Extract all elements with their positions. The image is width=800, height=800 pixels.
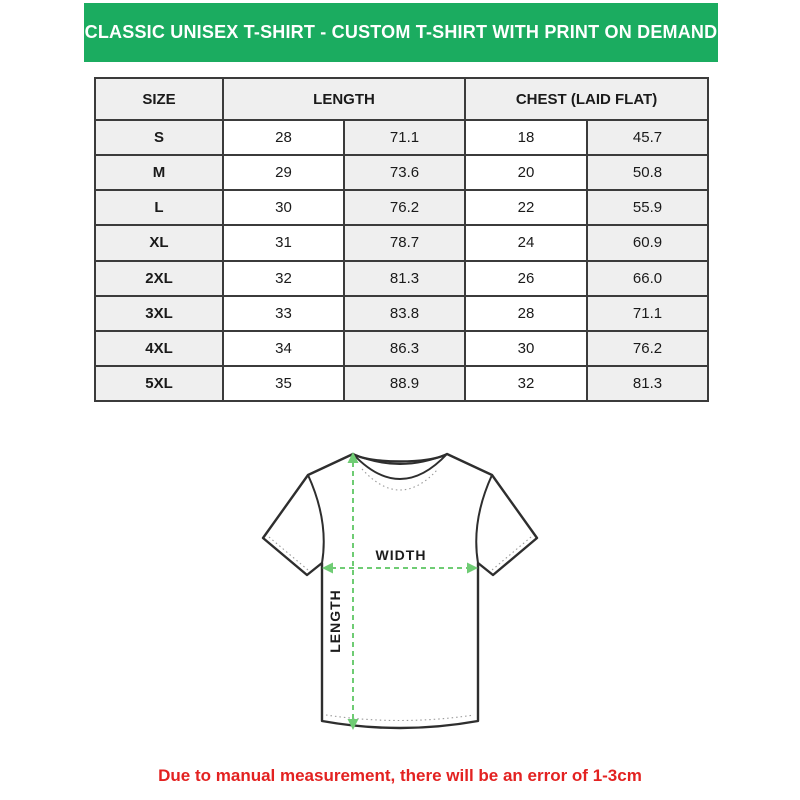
cell-length-in: 33 xyxy=(223,296,344,331)
cell-size: XL xyxy=(95,225,223,260)
page-title: CLASSIC UNISEX T-SHIRT - CUSTOM T-SHIRT WITH PRINT ON DEMAND xyxy=(84,22,718,42)
cell-size: M xyxy=(95,155,223,190)
cell-chest-cm: 60.9 xyxy=(587,225,708,260)
table-header-row xyxy=(95,78,708,120)
cell-chest-cm: 81.3 xyxy=(587,366,708,401)
cell-length-in: 35 xyxy=(223,366,344,401)
cell-chest-in: 28 xyxy=(465,296,587,331)
cell-chest-cm: 45.7 xyxy=(587,120,708,155)
cell-chest-cm: 55.9 xyxy=(587,190,708,225)
cell-length-cm: 83.8 xyxy=(344,296,465,331)
cell-chest-in: 18 xyxy=(465,120,587,155)
size-table xyxy=(94,77,709,402)
table-row xyxy=(95,120,708,155)
table-row xyxy=(95,366,708,401)
header-length: LENGTH xyxy=(223,78,465,120)
cell-length-in: 28 xyxy=(223,120,344,155)
cell-chest-in: 20 xyxy=(465,155,587,190)
cell-chest-cm: 76.2 xyxy=(587,331,708,366)
table-row xyxy=(95,225,708,260)
table-row xyxy=(95,261,708,296)
cell-length-in: 29 xyxy=(223,155,344,190)
title-banner xyxy=(84,3,718,62)
cell-chest-cm: 71.1 xyxy=(587,296,708,331)
cell-size: 2XL xyxy=(95,261,223,296)
cell-chest-in: 30 xyxy=(465,331,587,366)
cell-size: S xyxy=(95,120,223,155)
length-label: LENGTH xyxy=(327,589,343,653)
cell-length-cm: 86.3 xyxy=(344,331,465,366)
table-row xyxy=(95,296,708,331)
cell-chest-cm: 66.0 xyxy=(587,261,708,296)
size-table-body xyxy=(95,120,708,401)
cell-size: 3XL xyxy=(95,296,223,331)
size-chart xyxy=(94,77,707,402)
cell-chest-cm: 50.8 xyxy=(587,155,708,190)
cell-length-cm: 76.2 xyxy=(344,190,465,225)
table-row xyxy=(95,190,708,225)
cell-size: L xyxy=(95,190,223,225)
cell-length-in: 34 xyxy=(223,331,344,366)
cell-length-in: 31 xyxy=(223,225,344,260)
cell-chest-in: 26 xyxy=(465,261,587,296)
measurement-note: Due to manual measurement, there will be an error of 1-3cm xyxy=(158,766,642,785)
table-row xyxy=(95,155,708,190)
header-chest: CHEST (LAID FLAT) xyxy=(465,78,708,120)
cell-length-cm: 78.7 xyxy=(344,225,465,260)
width-label: WIDTH xyxy=(375,547,427,563)
cell-chest-in: 32 xyxy=(465,366,587,401)
cell-length-in: 32 xyxy=(223,261,344,296)
cell-size: 4XL xyxy=(95,331,223,366)
cell-size: 5XL xyxy=(95,366,223,401)
cell-length-cm: 73.6 xyxy=(344,155,465,190)
cell-chest-in: 22 xyxy=(465,190,587,225)
header-size: SIZE xyxy=(95,78,223,120)
cell-length-cm: 71.1 xyxy=(344,120,465,155)
cell-chest-in: 24 xyxy=(465,225,587,260)
tshirt-diagram xyxy=(250,443,550,743)
table-row xyxy=(95,331,708,366)
cell-length-cm: 88.9 xyxy=(344,366,465,401)
tshirt-outline-shape xyxy=(263,454,537,728)
cell-length-in: 30 xyxy=(223,190,344,225)
cell-length-cm: 81.3 xyxy=(344,261,465,296)
